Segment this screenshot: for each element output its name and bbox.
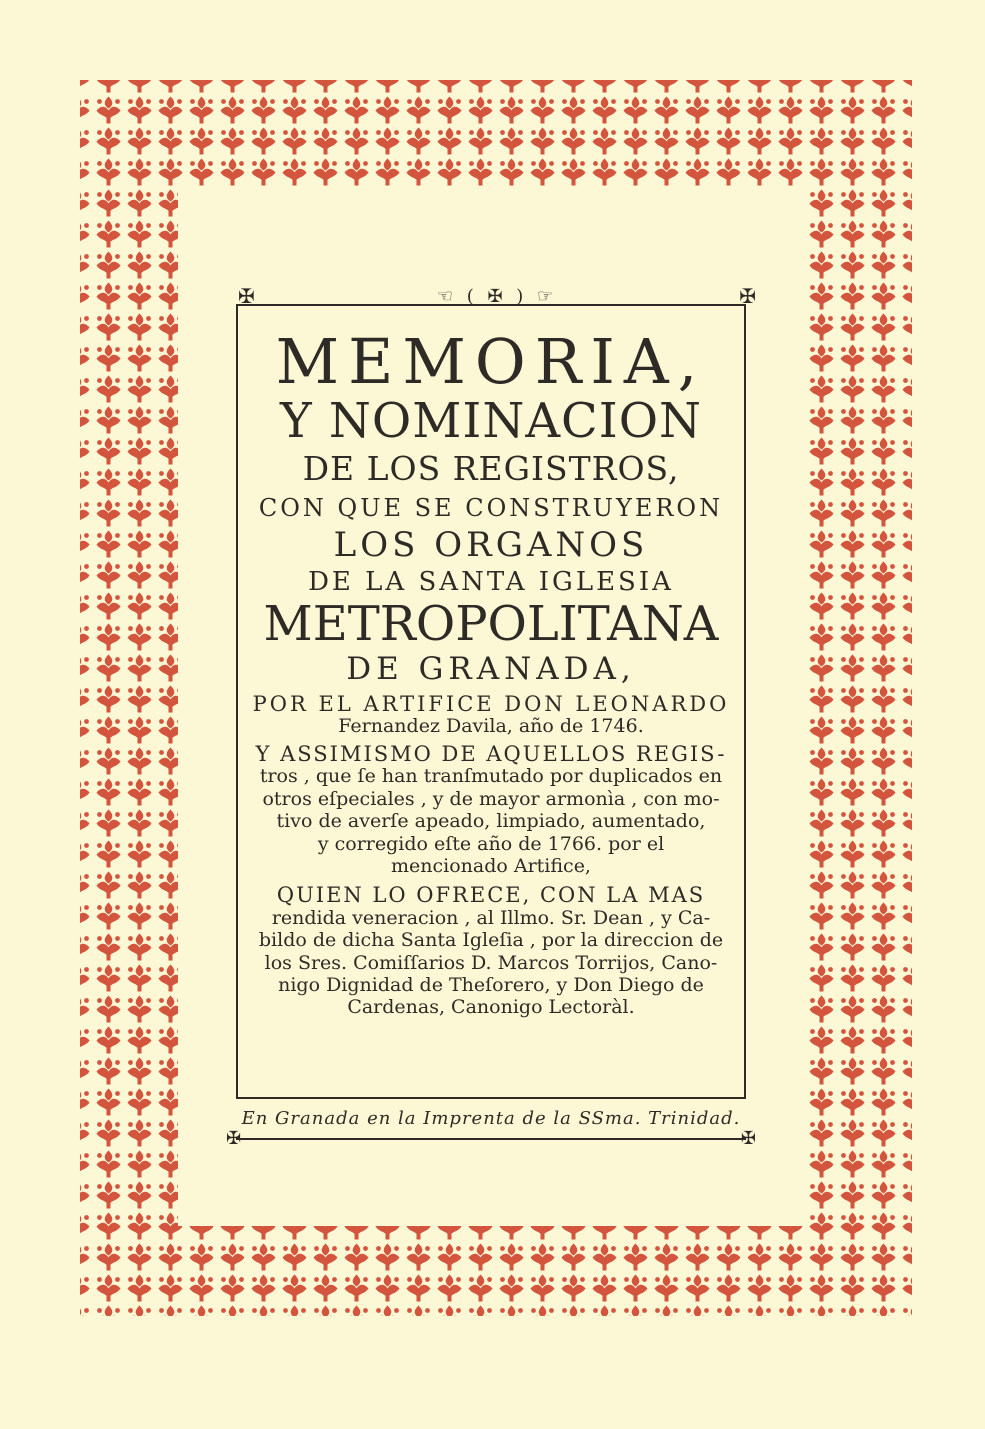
dedication-line: los Sres. Comiſſarios D. Marcos Torrijos, Cano- (264, 951, 718, 974)
description-line: Y ASSIMISMO DE AQUELLOS REGIS- (255, 741, 727, 766)
dedication-line: rendida veneracion , al Illmo. Sr. Dean , y Ca- (271, 906, 711, 929)
title-block (226, 282, 756, 1150)
title-frame (236, 304, 746, 1099)
cross-icon: ✠ (238, 284, 255, 308)
title-line-nominacion: Y NOMINACION (279, 393, 703, 450)
description-line: mencionado Artifice, (391, 854, 591, 877)
imprint-line: En Granada en la Imprenta de la SSma. Trinidad. (236, 1102, 746, 1140)
dedication-line: bildo de dicha Santa Igleſia , por la direccion de (258, 929, 724, 952)
title-line-construyeron: CON QUE SE CONSTRUYERON (258, 493, 724, 522)
dedication-line: nigo Dignidad de Theſorero, y Don Diego de (278, 973, 704, 996)
description-line: tivo de averſe apeado, limpiado, aumentado, (276, 810, 706, 833)
description-line: otros eſpeciales , y de mayor armonìa , con mo- (262, 787, 720, 810)
cross-icon: ✠ (226, 1128, 242, 1149)
author-line-2: Fernandez Davila, año de 1746. (338, 715, 644, 738)
title-line-memoria: MEMORIA, (275, 325, 707, 398)
cross-icon: ✠ (740, 1128, 756, 1149)
title-line-registros: DE LOS REGISTROS, (302, 449, 680, 489)
description-line: tros , que ſe han tranſmutado por duplicados en (259, 765, 723, 788)
dedication-line: QUIEN LO OFRECE, CON LA MAS (276, 883, 706, 908)
title-line-metropolitana: METROPOLITANA (263, 595, 719, 652)
author-line-1: POR EL ARTIFICE DON LEONARDO (252, 692, 730, 717)
pointing-hands-cross-icon: ☜ ( ✠ ) ☞ (436, 285, 558, 307)
cross-icon: ✠ (739, 284, 756, 308)
description-line: y corregido eſte año de 1766. por el (317, 832, 665, 855)
title-line-iglesia: DE LA SANTA IGLESIA (308, 566, 674, 597)
title-line-organos: LOS ORGANOS (333, 525, 649, 566)
title-line-granada: DE GRANADA, (346, 651, 636, 688)
dedication-line: Cardenas, Canonigo Lectoràl. (347, 996, 635, 1019)
